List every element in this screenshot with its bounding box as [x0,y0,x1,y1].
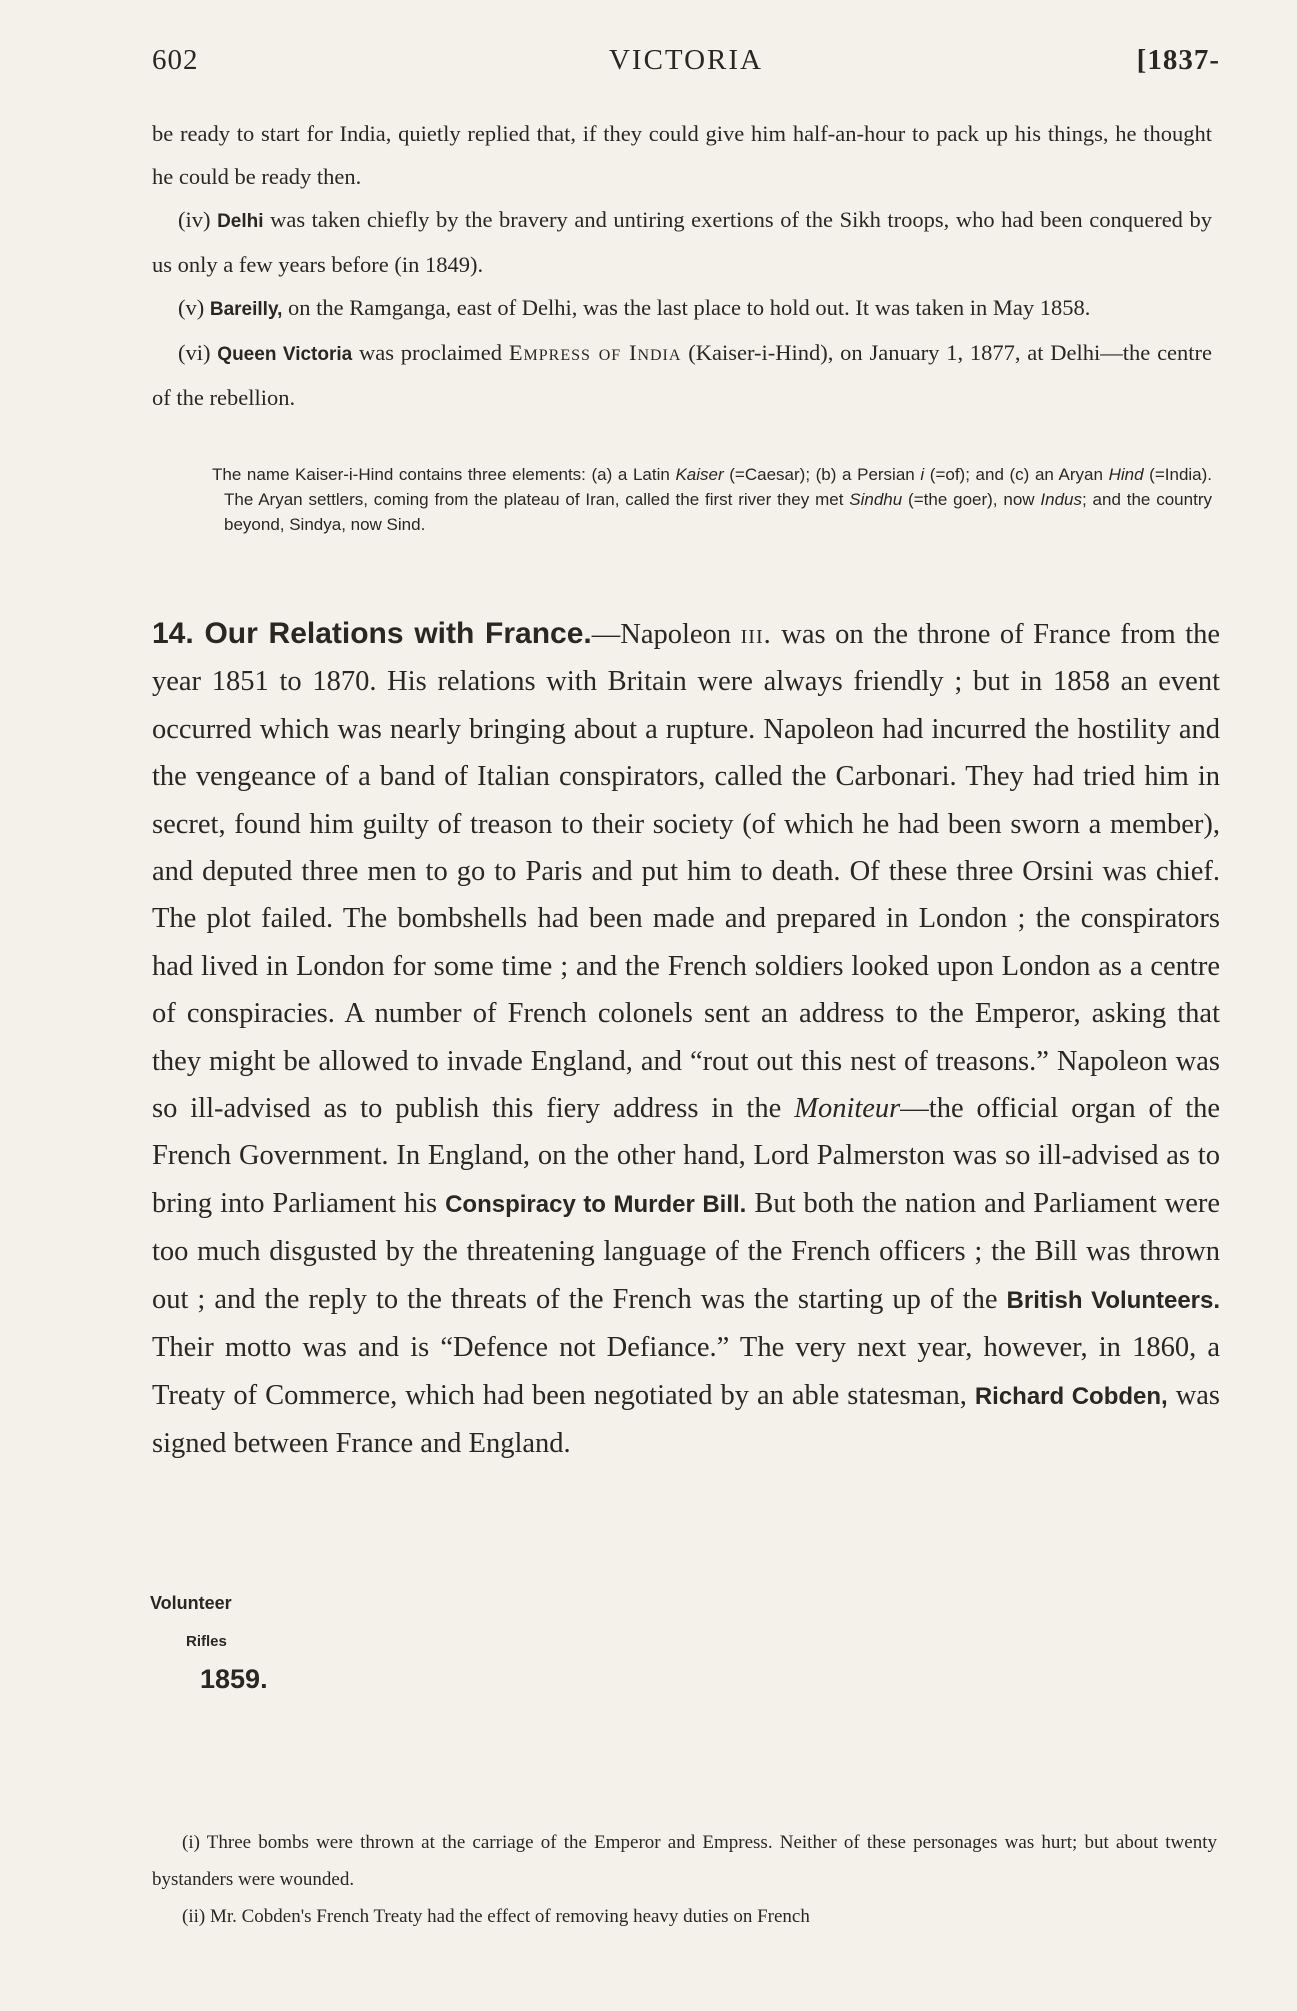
margin-note-year: 1859. [200,1664,268,1694]
item-v: (v) Bareilly, on the Ramganga, east of Delhi, was the last place to hold out. It was taken in May 1858. [178,295,1091,320]
key-term: Bareilly, [209,299,283,320]
footnote-ii: (ii) Mr. Cobden's French Treaty had the effect of removing heavy duties on French [182,1906,810,1927]
date-range: [1837- [1136,44,1220,76]
key-term: Richard Cobden, [974,1382,1168,1410]
footnote-i: (i) Three bombs were thrown at the carriage of the Emperor and Empress. Neither of these personages was hurt; but about twenty bystanders were wounded. [152,1832,1217,1890]
page-header [152,44,1220,84]
section-body: 14. Our Relations with France.—Napoleon iii. was on the throne of France from the year 1851 to 1870. His relations with Britain were always friendly ; but in 1858 an event occurred which was nearly bringing about a rupture. Napoleon had incurred the hostility and the vengeance of a band of Italian conspirators, called the Carbonari. They had tried him in secret, found him guilty of treason to their society (of which he had been sworn a member), and deputed three men to go to Paris and put him to death. Of these three Orsini was chief. The plot failed. The bombshells had been made and prepared in London ; the conspirators had lived in London for some time ; and the French soldiers looked upon London as a centre of conspiracies. A number of French colonels sent an address to the Emperor, asking that they might be allowed to invade England, and “rout out this nest of treasons.” Napoleon was so ill-advised as to publish this fiery address in the Moniteur—the official organ of the French Government. In England, on the other hand, Lord Palmerston was so ill-advised as to bring into Parliament his Conspiracy to Murder Bill. But both the nation and Parliament were too much disgusted by the threatening language of the French officers ; the Bill was thrown out ; and the reply to the threats of the French was the starting up of the British Volunteers. Their motto was and is “Defence not Defiance.” The very next year, however, in 1860, a Treaty of Commerce, which had been negotiated by an able statesman, Richard Cobden, was signed between France and England. [152,617,1221,1459]
running-title: VICTORIA [608,44,764,76]
footnotes [152,1824,1217,1935]
item-vi: (vi) Queen Victoria was proclaimed Empress of India (Kaiser-i-Hind), on January 1, 1877, at Delhi—the centre of the rebellion. [152,340,1213,410]
title-small-caps: Empress of India [508,340,682,365]
continued-paragraph: be ready to start for India, quietly replied that, if they could give him half-an-hour to pack up his things, he thought he could be ready then. [152,121,1212,189]
key-term: Conspiracy to Murder Bill. [445,1190,747,1218]
kaiser-note: The name Kaiser-i-Hind contains three elements: (a) a Latin Kaiser (=Caesar); (b) a Persian i (=of); and (c) an Aryan Hind (=India). The Aryan settlers, coming from the plateau of Iran, called the first river they met Sindhu (=the goer), now Indus; and the country beyond, Sindya, now Sind. [212,465,1213,534]
key-term: British Volunteers. [1006,1286,1221,1314]
margin-note-rifles: Rifles [186,1633,227,1650]
section-14 [152,610,1220,1467]
page-number: 602 [152,44,199,76]
item-iv: (iv) Delhi was taken chiefly by the bravery and untiring exertions of the Sikh troops, who had been conquered by us only a few years before (in 1849). [152,207,1212,277]
margin-note: Volunteer [150,1593,232,1613]
key-term: Delhi [217,211,264,232]
section-heading: 14. Our Relations with France. [152,617,592,650]
top-paragraphs [152,112,1212,419]
key-term: Queen Victoria [217,344,353,365]
